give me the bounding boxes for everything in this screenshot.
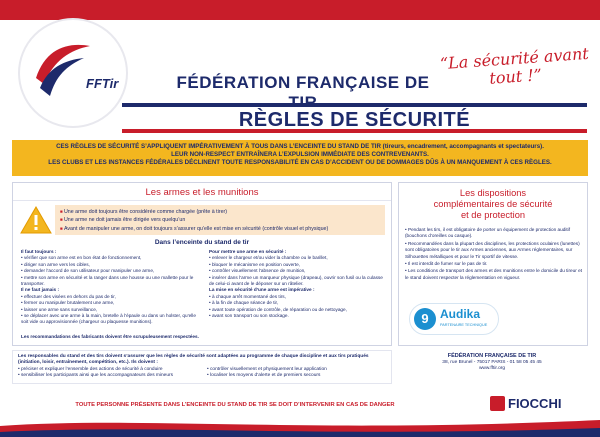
- audika-logo: [409, 303, 499, 335]
- always-title: Il faut toujours :: [21, 249, 57, 254]
- list-item: • fermer ou manipuler brutalement une arme,: [21, 300, 115, 306]
- protection-heading-line: complémentaires de sécurité: [433, 199, 553, 209]
- list-item: • bloquer le mécanisme en position ouverte,: [209, 261, 301, 267]
- intro-line-2: LEUR NON-RESPECT ENTRAÎNERA L’EXPULSION IMMÉDIATE DES CONTREVENANTS.: [171, 150, 429, 158]
- list-item: • insérer dans l’arme un marqueur physique (drapeau), ouvrir son fusil ou la culasse de celui-ci avant de le déposer sur un râtelier.: [209, 274, 383, 287]
- danger-notice: TOUTE PERSONNE PRÉSENTE DANS L’ENCEINTE DU STAND DE TIR SE DOIT D’INTERVENIR EN CAS DE DANGER: [75, 402, 395, 408]
- required-title: La mise en sécurité d’une arme est impérative :: [209, 287, 315, 293]
- list-item: • laisser une arme sans surveillance,: [21, 306, 98, 312]
- protection-heading-line: Les dispositions: [459, 188, 527, 198]
- list-item: • mettre son arme en sécurité et la ranger dans une housse ou une mallette pour le transporter.: [21, 274, 194, 287]
- weapons-heading: Les armes et les munitions: [13, 183, 391, 201]
- protection-list: [405, 227, 583, 282]
- manufacturer-note: Les recommandations des fabricants doivent être scrupuleusement respectées.: [21, 334, 199, 339]
- title-banner: [122, 103, 587, 133]
- warning-item: ■ Avant de manipuler une arme, on doit toujours s’assurer qu’elle est mise en sécurité (contrôle visuel et physique): [60, 225, 380, 233]
- protection-panel: [398, 182, 588, 346]
- bottom-wave-decoration: [0, 416, 600, 437]
- warning-icon: [19, 205, 53, 235]
- list-item: • à chaque arrêt momentané des tirs,: [209, 293, 286, 299]
- responsibilities-right: [207, 367, 386, 380]
- list-item: • vérifier que son arme est en bon état de fonctionnement,: [21, 255, 142, 261]
- list-item: • avant son transport ou son stockage.: [209, 313, 289, 319]
- list-item: • contrôler visuellement l’absence de munition,: [209, 268, 306, 274]
- protection-heading: [399, 188, 587, 221]
- intro-line-3: LES CLUBS ET LES INSTANCES FÉDÉRALES DÉCLINENT TOUTE RESPONSABILITÉ EN CAS D’ACCIDENT OU DE DOMMAGES DÛS À UN MANQUEMENT À CES RÈGLES.: [48, 158, 552, 166]
- slogan: “La sécurité avant tout !”: [439, 43, 590, 88]
- responsibilities-box: [12, 350, 392, 384]
- list-item: • localiser les moyens d’alerte et de premiers secours: [207, 372, 321, 378]
- list-item: • Les conditions de transport des armes et des munitions entre le domicile du tireur et le stand doivent respecter la réglementation en vigueur.: [405, 268, 582, 280]
- warning-item: ■ Une arme doit toujours être considérée comme chargée (prête à tirer): [60, 208, 380, 216]
- federation-address: [396, 353, 588, 373]
- list-item: • diriger son arme vers les cibles,: [21, 261, 90, 267]
- protection-heading-line: et de protection: [460, 210, 526, 220]
- responsibilities-left: [18, 367, 197, 380]
- fftir-logo: [18, 18, 128, 128]
- list-item: • demander l’accord de son utilisateur pour manipuler une arme,: [21, 268, 155, 274]
- page-title: RÈGLES DE SÉCURITÉ: [238, 109, 471, 131]
- list-item: • Pendant les tirs, il est obligatoire de porter un équipement de protection auditif (bouchons d’oreilles ou casque).: [405, 227, 571, 239]
- fiocchi-logo: [488, 393, 588, 415]
- top-red-stripe: [0, 0, 600, 20]
- responsibilities-intro: Les responsables du stand et des tirs doivent s’assurer que les règles de sécurité sont adaptées au programme de chaque discipline et aux tirs pratiqués (initiation, loisir, entraînement, compétition, etc.). Ils doivent :: [18, 354, 369, 366]
- rules-right-column: [209, 249, 389, 319]
- list-item: • Il est interdit de fumer sur le pas de tir.: [405, 261, 488, 267]
- warning-item: ■ Une arme ne doit jamais être dirigée vers quelqu’un: [60, 216, 380, 224]
- audika-mark-icon: 9: [414, 308, 436, 330]
- federation-title: FÉDÉRATION FRANÇAISE DE: [176, 73, 430, 92]
- list-item: • Recommandées dans la plupart des disciplines, les protections oculaires (lunettes) sont obligatoires pour le tir aux Armes anciennes, aux Armes réglementaires, sur Silhouettes métalliques et pour le Tir sportif de vitesse.: [405, 240, 580, 259]
- address-web[interactable]: www.fftir.org: [478, 366, 506, 372]
- intro-line-1: CES RÈGLES DE SÉCURITÉ S’APPLIQUENT IMPÉRATIVEMENT À TOUS DANS L’ENCEINTE DU STAND DE TIR (tireurs, encadrement, accompagnants et spectateurs).: [56, 143, 544, 150]
- list-item: • avant toute opération de contrôle, de réparation ou de nettoyage,: [209, 306, 347, 312]
- list-item: • enlever le chargeur et/ou vider la chambre ou le barillet,: [209, 255, 328, 261]
- address-street: 38, rue Brunel - 75017 PARIS - 01 58 05 45 45: [442, 359, 542, 365]
- responsibilities-columns: [18, 367, 386, 380]
- fiocchi-mark-icon: [490, 396, 505, 411]
- list-item: • contrôler visuellement et physiquement leur application: [207, 366, 327, 372]
- logo-text: FFTir: [86, 76, 119, 91]
- intro-box: [12, 140, 588, 176]
- weapons-panel: [12, 182, 392, 346]
- list-item: • à la fin de chaque séance de tir,: [209, 300, 279, 306]
- rules-left-column: [21, 249, 203, 326]
- never-title: Il ne faut jamais :: [21, 287, 60, 293]
- list-item: • préciser et expliquer l’ensemble des actions de sécurité à conduire: [18, 366, 163, 372]
- audika-name: Audika: [440, 307, 481, 321]
- list-item: • effectuer des visées en dehors du pas de tir,: [21, 293, 116, 299]
- list-item: • se déplacer avec une arme à la main, bretelle à l’épaule ou dans un holster, qu’elle soit vide ou approvisionnée (chargeur ou plaquesse munitions).: [21, 313, 196, 325]
- enclosure-heading: Dans l’enceinte du stand de tir: [154, 239, 250, 246]
- fiocchi-name: FIOCCHI: [508, 396, 562, 411]
- address-name: FÉDÉRATION FRANÇAISE DE TIR: [447, 353, 537, 359]
- warning-list: [55, 205, 385, 235]
- audika-subtitle: PARTENAIRE TECHNIQUE: [440, 323, 488, 327]
- logo-swoosh-icon: [28, 36, 98, 106]
- secure-title: Pour mettre une arme en sécurité :: [209, 249, 287, 254]
- list-item: • sensibiliser les participants ainsi que les accompagnateurs des mineurs: [18, 372, 173, 378]
